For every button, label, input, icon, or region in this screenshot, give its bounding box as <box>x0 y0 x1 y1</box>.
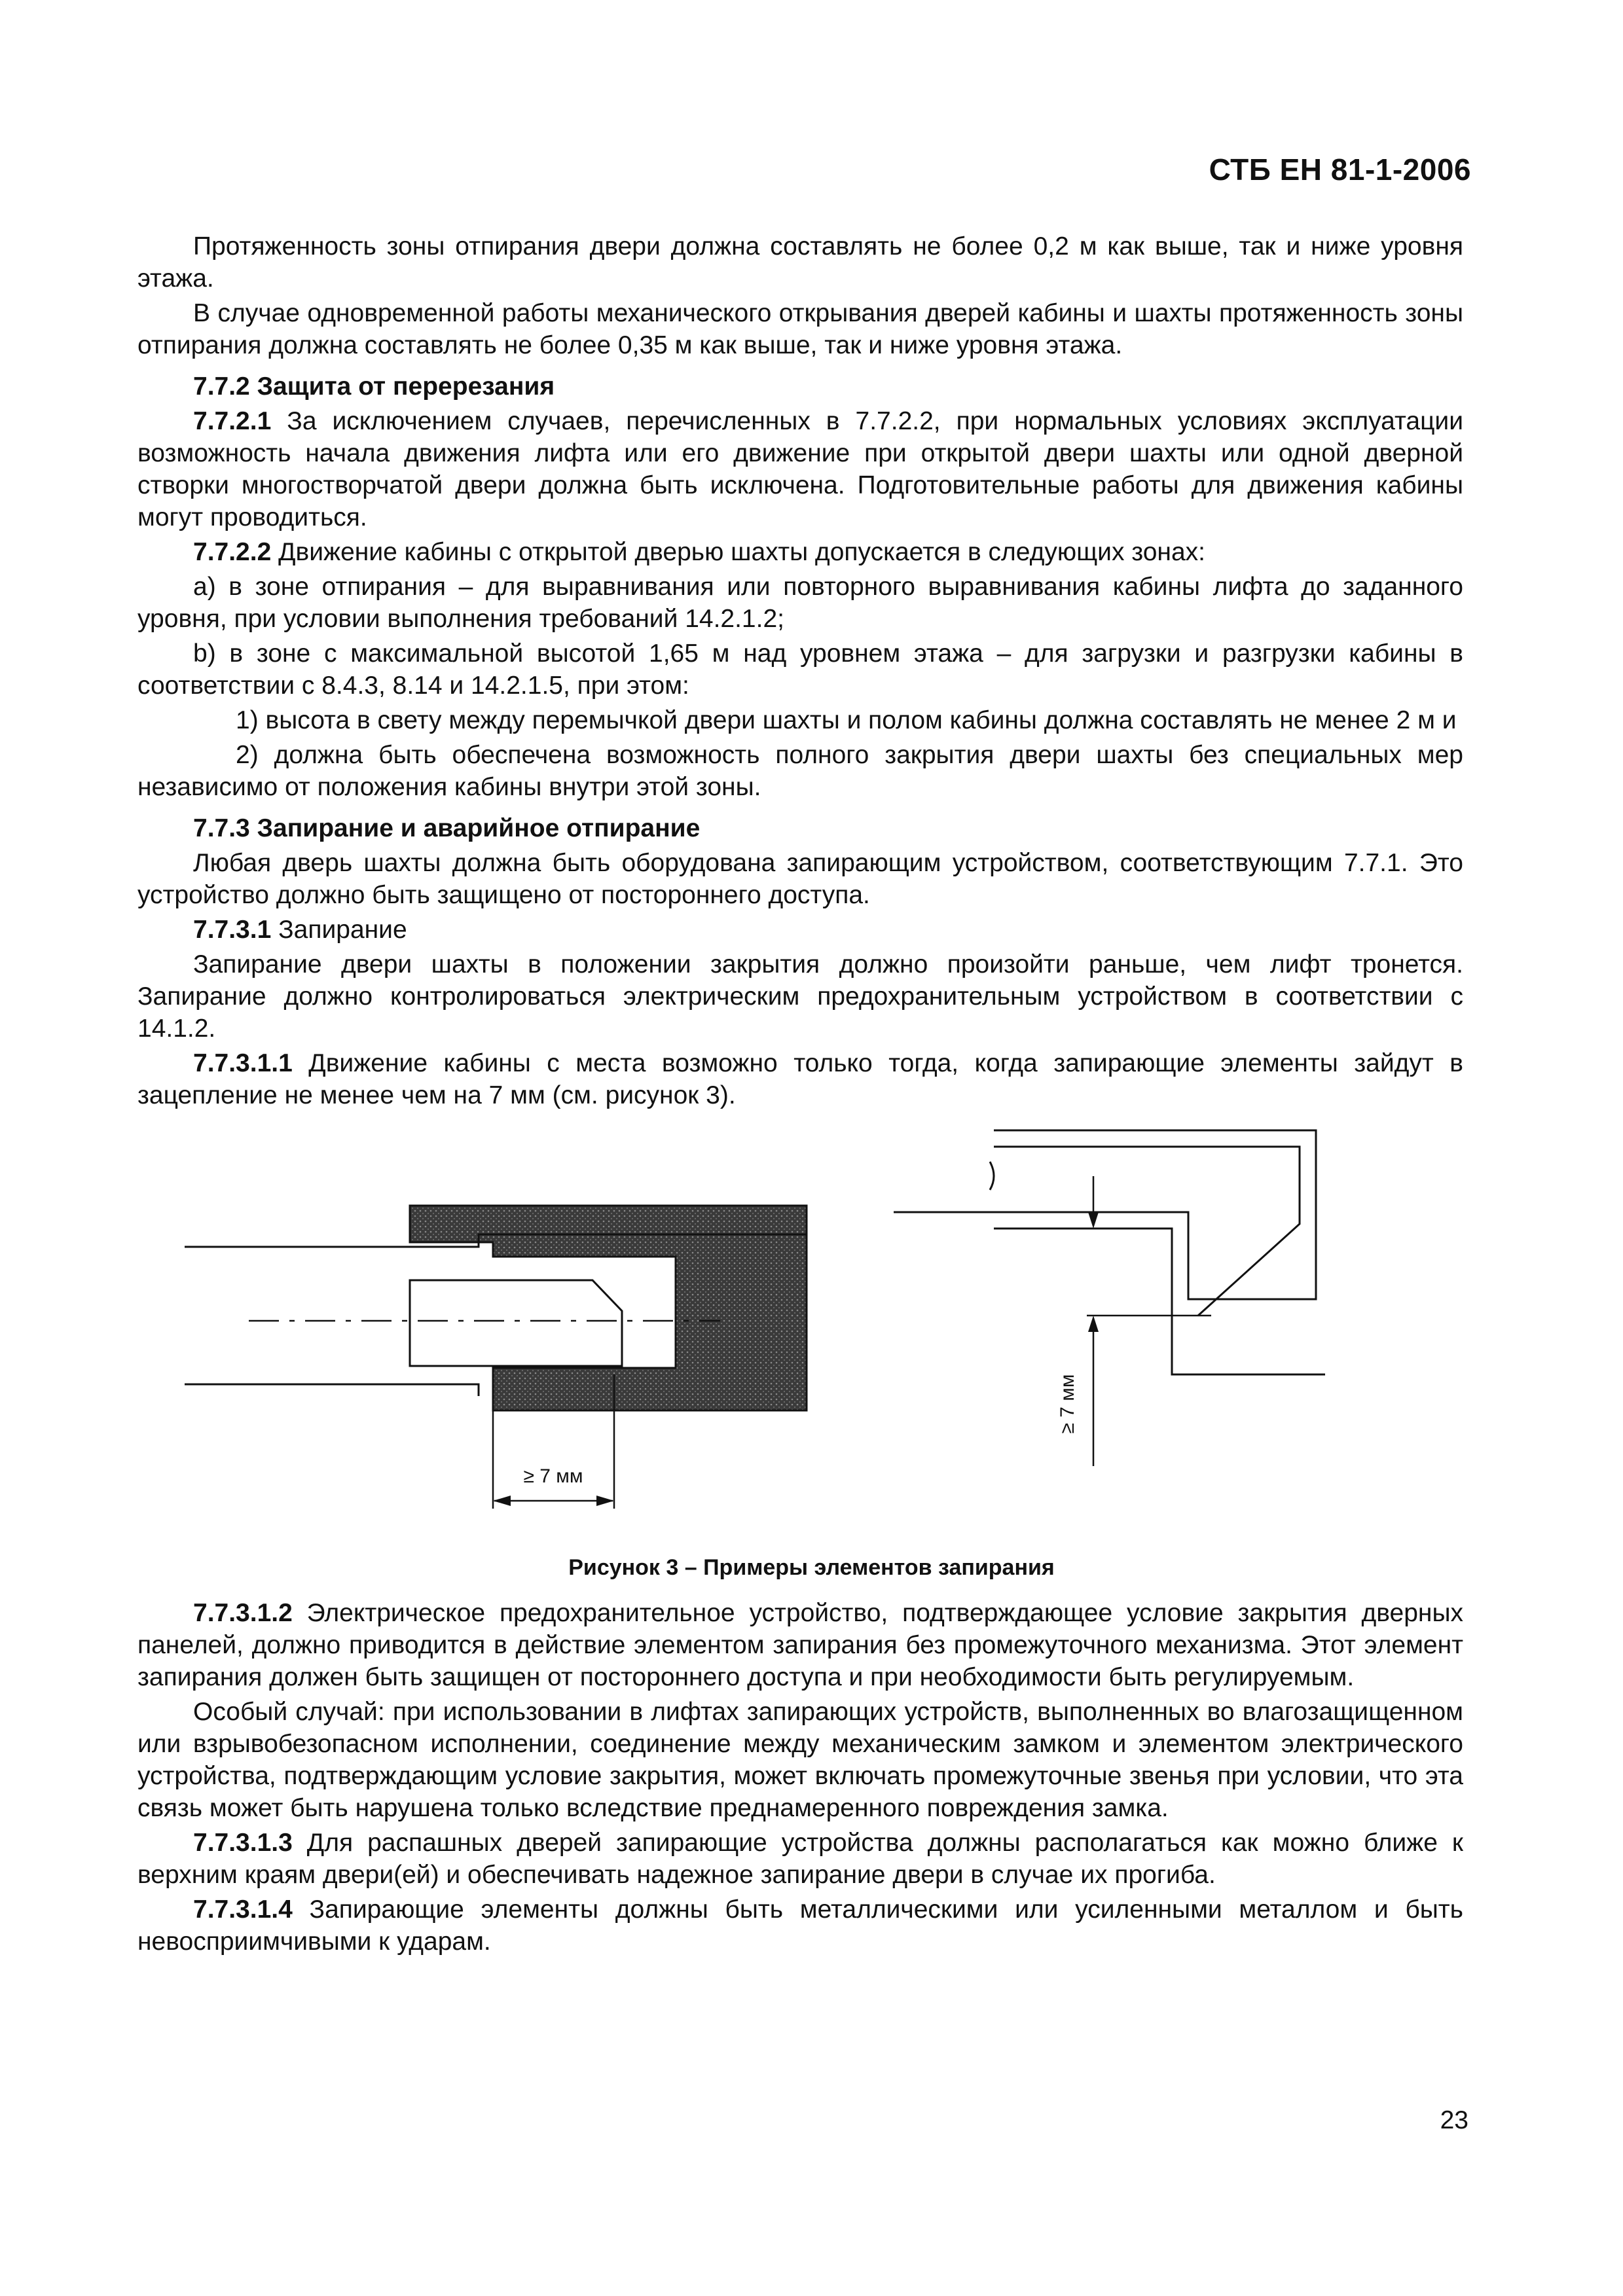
left-lock-diagram <box>185 1206 807 1509</box>
dimension-label-left: ≥ 7 мм <box>523 1465 583 1487</box>
paragraph-simultaneous-opening: В случае одновременной работы механического открывания дверей кабины и шахты протяженность зоны отпирания должна составлять не более 0,35 м как выше, так и ниже уровня этажа. <box>137 299 1463 359</box>
section-heading-7-7-3: 7.7.3 Запирание и аварийное отпирание <box>193 814 701 842</box>
clause-7-7-3-1: 7.7.3.1 Запирание <box>193 916 407 944</box>
clause-7-7-3-1-2: 7.7.3.1.2 Электрическое предохранительное устройство, подтверждающее условие закрытия дверных панелей, должно приводится в действие элементом запирания без промежуточного механизма. Этот элемент запирания должен быть защищен от постороннего доступа и при необходимости быть регулируемым. <box>137 1599 1463 1691</box>
bottom-text-block <box>137 1597 1463 1958</box>
clause-7-7-2-1: 7.7.2.1 За исключением случаев, перечисленных в 7.7.2.2, при нормальных условиях эксплуатации возможность начала движения лифта или его движение при открытой двери шахты или одной дверной створки многостворчатой двери должна быть исключена. Подготовительные работы для движения кабины могут проводиться. <box>137 407 1463 531</box>
list-item-b: b) в зоне с максимальной высотой 1,65 м над уровнем этажа – для загрузки и разгрузки кабины в соответствии с 8.4.3, 8.14 и 14.2.1.5, при этом: <box>137 639 1463 700</box>
list-item-a: а) в зоне отпирания – для выравнивания или повторного выравнивания кабины лифта до заданного уровня, при условии выполнения требований 14.2.1.2; <box>137 573 1463 633</box>
paragraph-locking: Запирание двери шахты в положении закрытия должно произойти раньше, чем лифт тронется. Запирание должно контролироваться электрическим предохранительным устройством в соответствии с 14.1.2. <box>137 950 1463 1043</box>
clause-7-7-3-1-1: 7.7.3.1.1 Движение кабины с места возможно только тогда, когда запирающие элементы зайдут в зацепление не менее чем на 7 мм (см. рисунок 3). <box>137 1049 1463 1109</box>
list-item-b-2: 2) должна быть обеспечена возможность полного закрытия двери шахты без специальных мер независимо от положения кабины внутри этой зоны. <box>137 741 1463 801</box>
clause-7-7-2-2: 7.7.2.2 Движение кабины с открытой дверью шахты допускается в следующих зонах: <box>193 538 1205 566</box>
paragraph-locking-device: Любая дверь шахты должна быть оборудована запирающим устройством, соответствующим 7.7.1. Это устройство должно быть защищено от постороннего доступа. <box>137 849 1463 909</box>
figure-caption: Рисунок 3 – Примеры элементов запирания <box>568 1555 1055 1580</box>
paragraph-unlock-zone: Протяженность зоны отпирания двери должна составлять не более 0,2 м как выше, так и ниже уровня этажа. <box>137 232 1463 293</box>
clause-7-7-3-1-3: 7.7.3.1.3 Для распашных дверей запирающие устройства должны располагаться как можно ближе к верхним краям двери(ей) и обеспечивать надежное запирание двери в случае их прогиба. <box>137 1829 1463 1889</box>
page-number: 23 <box>1440 2106 1468 2134</box>
clause-7-7-3-1-4: 7.7.3.1.4 Запирающие элементы должны быть металлическими или усиленными металлом и быть невосприимчивыми к ударам. <box>137 1895 1463 1956</box>
section-heading-7-7-2: 7.7.2 Защита от перерезания <box>193 372 555 401</box>
list-item-b-1: 1) высота в свету между перемычкой двери шахты и полом кабины должна составлять не менее 2 м и <box>236 706 1457 734</box>
document-code: СТБ ЕН 81-1-2006 <box>1209 152 1471 187</box>
right-lock-diagram <box>894 1130 1325 1466</box>
paragraph-special-case: Особый случай: при использовании в лифтах запирающих устройств, выполненных во влагозащищенном или взрывобезопасном исполнении, соединение между механическим замком и элементом электрического устройства, подтверждающим условие закрытия, может включать промежуточные звенья при условии, что эта связь может быть нарушена только вследствие преднамеренного повреждения замка. <box>137 1698 1463 1822</box>
dimension-label-right: ≥ 7 мм <box>1057 1374 1078 1434</box>
